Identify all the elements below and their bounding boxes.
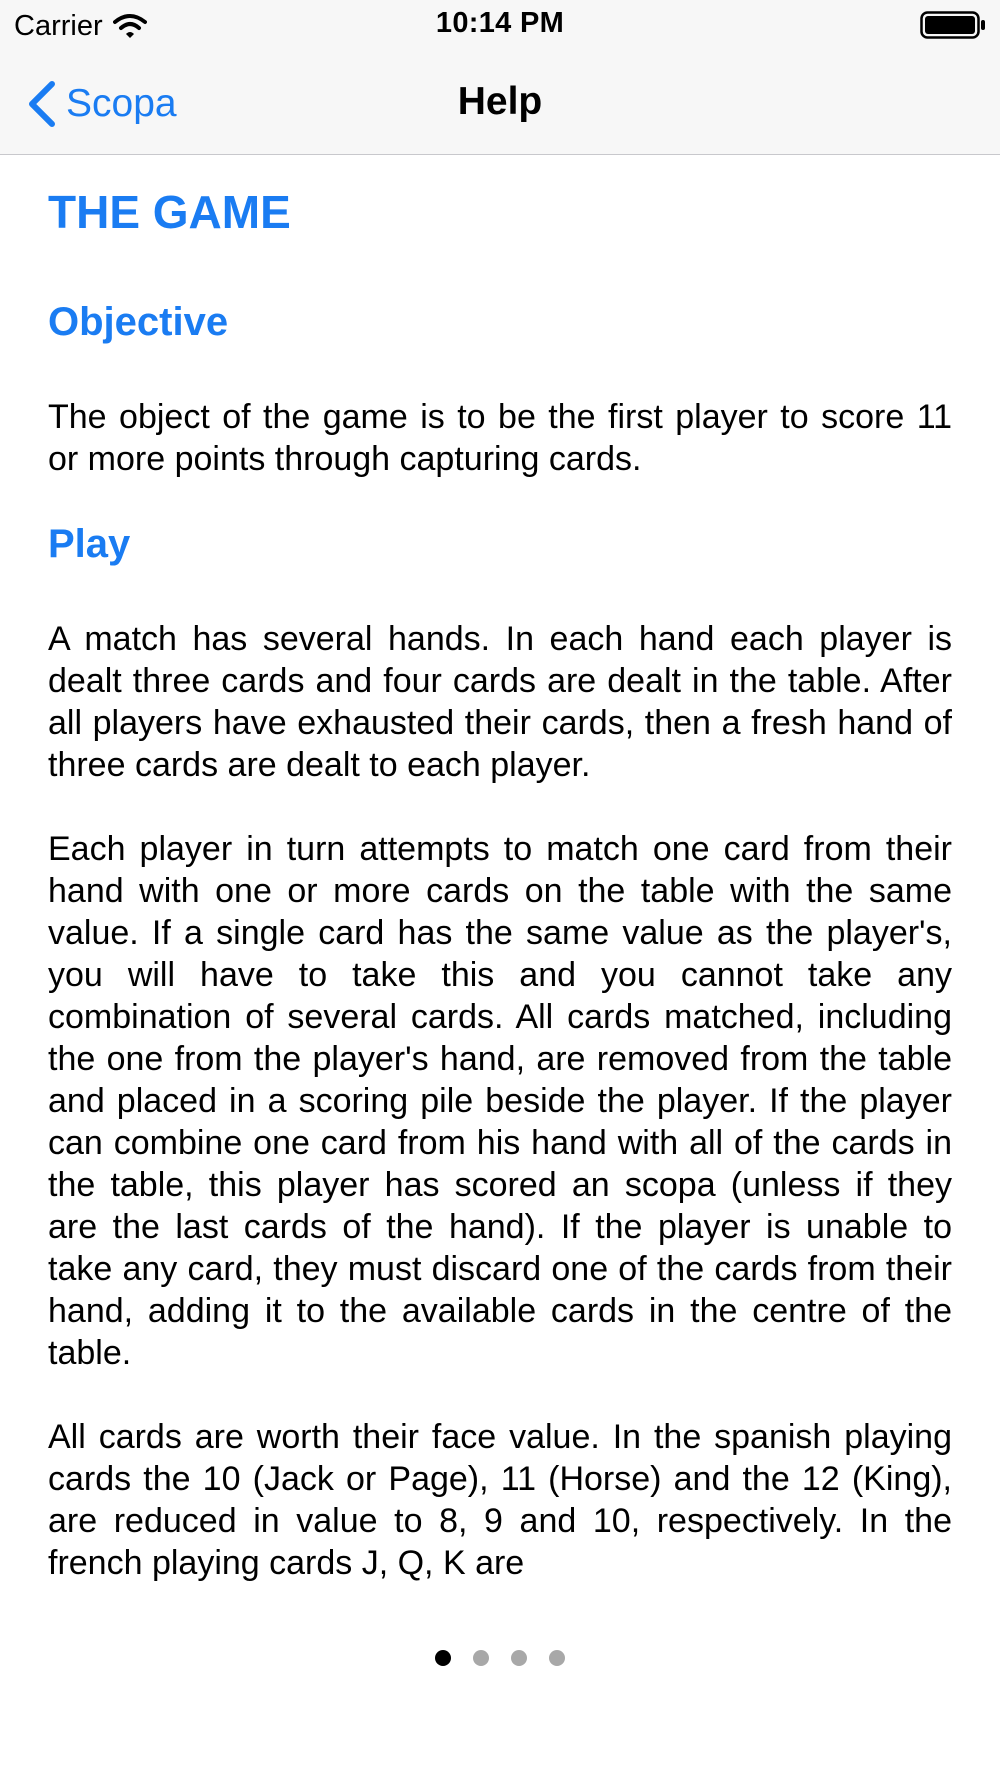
page-indicator[interactable] xyxy=(0,1650,1000,1666)
game-title: THE GAME xyxy=(48,186,291,238)
page-title: Help xyxy=(457,80,543,123)
play-paragraph: A match has several hands. In each hand each player is dealt three cards and four cards are dealt in the table. After all players have exhausted their cards, then a fresh hand of three cards are dealt to each player. xyxy=(48,620,952,784)
help-content[interactable] xyxy=(48,160,952,1592)
navigation-bar xyxy=(0,54,1000,155)
carrier-label: Carrier xyxy=(14,9,103,42)
page-dot[interactable] xyxy=(511,1650,527,1666)
page-dot[interactable] xyxy=(435,1650,451,1666)
status-bar xyxy=(0,0,1000,54)
objective-heading: Objective xyxy=(48,300,229,344)
status-time: 10:14 PM xyxy=(435,7,565,39)
play-heading: Play xyxy=(48,522,131,566)
play-paragraph: All cards are worth their face value. In the spanish playing cards the 10 (Jack or Page), 11 (Horse) and the 12 (King), are reduced in value to 8, 9 and 10, respectively. In the french playing cards J, Q, K are xyxy=(48,1418,952,1582)
back-button-label: Scopa xyxy=(66,82,177,125)
page-dot[interactable] xyxy=(473,1650,489,1666)
page-dot[interactable] xyxy=(549,1650,565,1666)
play-paragraph: Each player in turn attempts to match one card from their hand with one or more cards on the table with the same value. If a single card has the same value as the player's, you will have to take this and you cannot take any combination of several cards. All cards matched, including the one from the player's hand, are removed from the table and placed in a scoring pile beside the player. If the player can combine one card from his hand with all of the cards in the table, this player has scored an scopa (unless if they are the last cards of the hand). If the player is unable to take any card, they must discard one of the cards from their hand, adding it to the available cards in the centre of the table. xyxy=(48,830,952,1372)
battery-icon xyxy=(920,11,986,39)
objective-text: The object of the game is to be the first player to score 11 or more points through capturing cards. xyxy=(48,398,952,478)
